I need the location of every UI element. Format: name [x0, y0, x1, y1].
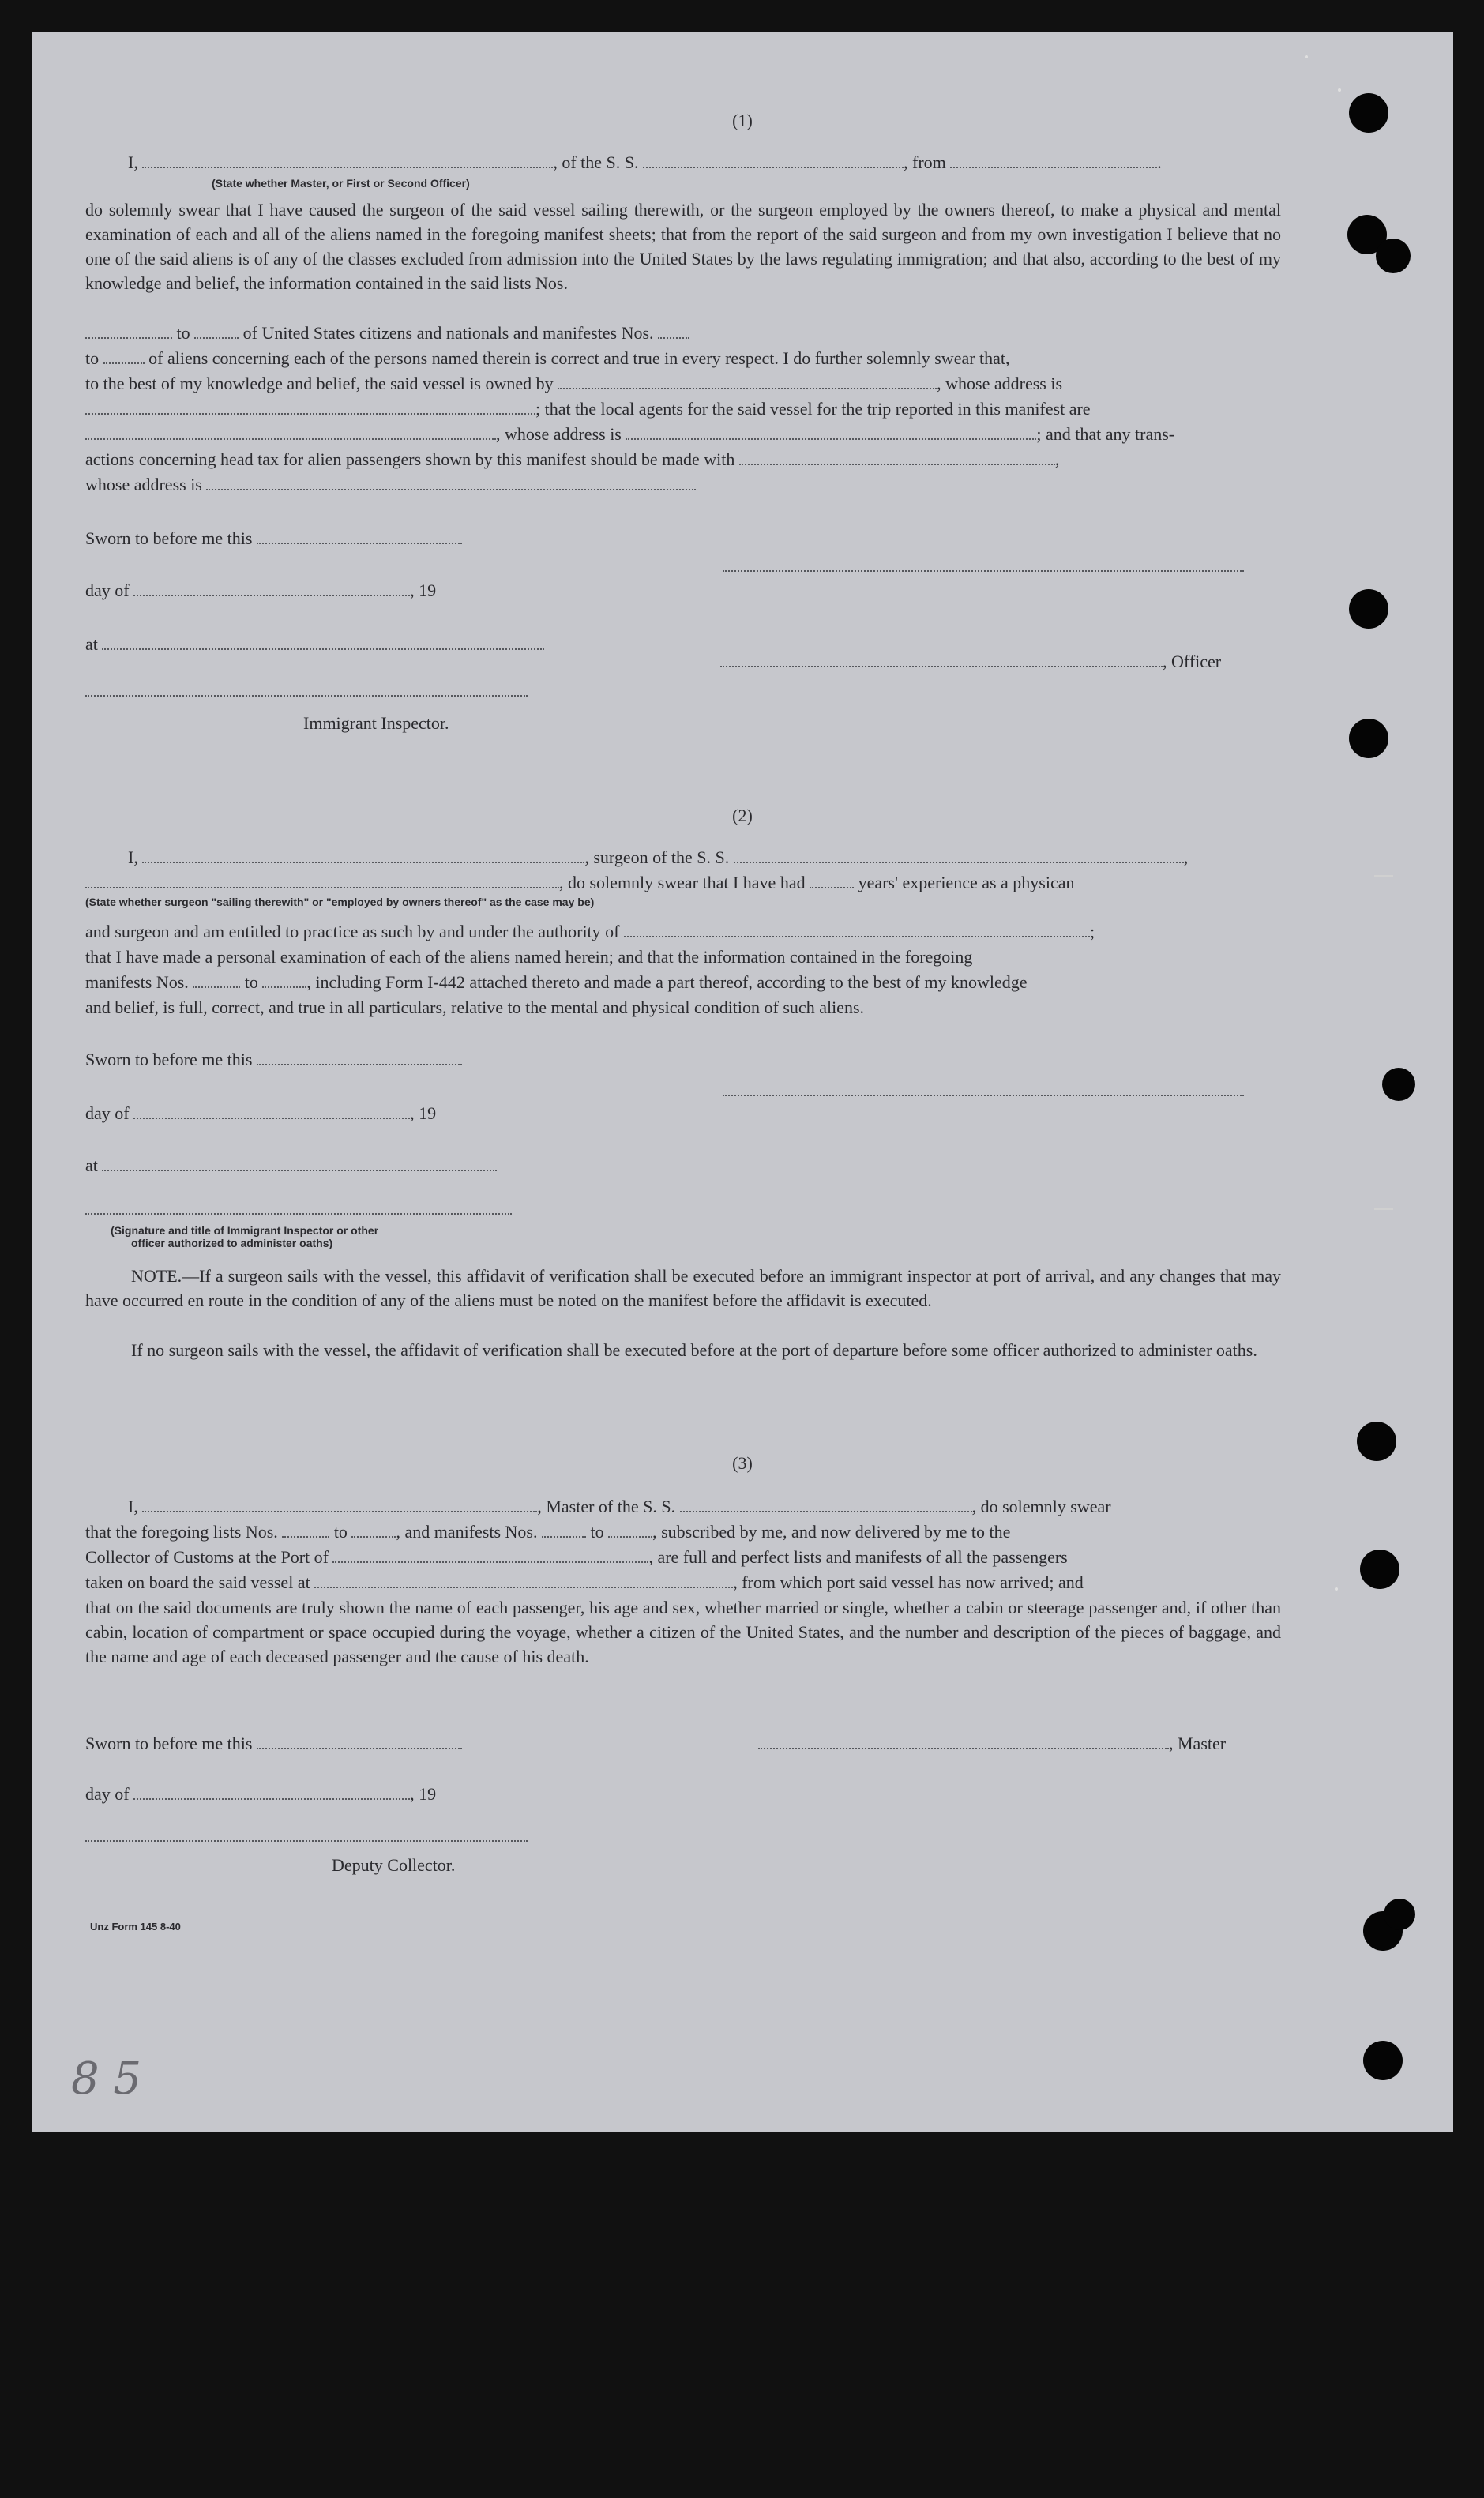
section-2-sworn-field[interactable] [257, 1050, 462, 1065]
section-1-at-field[interactable] [102, 634, 544, 650]
speck [1305, 55, 1308, 58]
master-signature-field[interactable] [758, 1734, 1169, 1749]
section-2-line-1: I, , surgeon of the S. S. , [128, 847, 1189, 867]
local-agents-field[interactable] [85, 424, 496, 440]
section-3-manifests-to[interactable] [608, 1522, 652, 1538]
collector-port-field[interactable] [332, 1547, 648, 1563]
section-1-line-aliens: to of aliens concerning each of the persons named therein is correct and true in every respect. I do further solemnly swear that, [85, 348, 1010, 368]
punch-hole-icon [1360, 1550, 1399, 1589]
section-1-day: day of , 19 [85, 580, 437, 600]
boarding-port-field[interactable] [314, 1572, 733, 1588]
section-3-sworn-field[interactable] [257, 1734, 462, 1749]
section-2-line-2: , do solemnly swear that I have had years' experience as a physican [85, 870, 1075, 896]
speck [1338, 88, 1341, 92]
surgeon-type-field[interactable] [85, 873, 559, 888]
punch-hole-icon [1376, 239, 1411, 273]
section-1-line-1: I, , of the S. S. , from . [128, 152, 1162, 172]
section-3-line-1: I, , Master of the S. S. , do solemnly swear [128, 1497, 1111, 1516]
edge-mark [1374, 875, 1393, 877]
manifest-verification-form [32, 32, 1453, 2132]
owner-address-field[interactable] [85, 399, 535, 415]
section-3-master: , Master [758, 1731, 1226, 1756]
authority-field[interactable] [624, 922, 1090, 937]
form-number: Unz Form 145 8-40 [90, 1921, 181, 1933]
section-1-line-agents: ; that the local agents for the said vessel for the trip reported in this manifest are [85, 396, 1091, 422]
years-experience-field[interactable] [810, 873, 854, 888]
section-3-sworn: Sworn to before me this [85, 1731, 462, 1756]
section-1-line-agent-address: , whose address is ; and that any trans- [85, 422, 1174, 447]
section-2-sworn: Sworn to before me this [85, 1047, 462, 1072]
punch-hole-icon [1349, 93, 1388, 133]
officer-name-field[interactable] [142, 152, 553, 168]
punch-hole-icon [1357, 1422, 1396, 1461]
section-2-at-field[interactable] [102, 1155, 497, 1171]
section-3-day: day of , 19 [85, 1784, 437, 1804]
section-1-line-owned: to the best of my knowledge and belief, the said vessel is owned by , whose address is [85, 374, 1063, 393]
section-2-day: day of , 19 [85, 1103, 437, 1123]
section-1-officer: , Officer [720, 649, 1221, 674]
section-1-inspector-line[interactable] [85, 695, 528, 697]
section-3-vessel-field[interactable] [680, 1497, 972, 1512]
lists-from-field[interactable] [85, 323, 172, 339]
section-3-collector-line[interactable] [85, 1840, 528, 1842]
punch-hole-icon [1382, 1068, 1415, 1101]
section-2-signature-line[interactable] [723, 1095, 1244, 1096]
manifests-from-field[interactable] [658, 323, 689, 339]
owner-field[interactable] [558, 374, 937, 389]
section-2-manifests-from[interactable] [193, 972, 240, 988]
section-1-sworn-field[interactable] [257, 528, 462, 544]
section-2-body-2: and belief, is full, correct, and true in all particulars, relative to the mental and physical condition of such aliens. [85, 997, 865, 1017]
vessel-name-field[interactable] [643, 152, 904, 168]
section-2-line-authority: and surgeon and am entitled to practice as such by and under the authority of ; [85, 922, 1095, 941]
surgeon-name-field[interactable] [142, 847, 584, 863]
head-tax-party-field[interactable] [739, 449, 1055, 465]
pencil-annotation: 8 5 [71, 2053, 142, 2105]
punch-hole-icon [1349, 589, 1388, 629]
punch-hole-icon [1349, 719, 1388, 758]
section-3-line-2: that the foregoing lists Nos. to , and manifests Nos. to , subscribed by me, and now delivered by me to the [85, 1522, 1011, 1542]
edge-mark [1374, 1208, 1393, 1210]
from-port-field[interactable] [950, 152, 1157, 168]
section-1-number: (1) [732, 111, 753, 130]
section-2-day-field[interactable] [133, 1103, 410, 1119]
section-3-body: that on the said documents are truly shown the name of each passenger, his age and sex, whether married or single, whether a cabin or steerage passenger and, if other than cabin, location of compartment or space occupied during the voyage, whether a citizen of the United States, and the number and description of the pieces of baggage, and the name and age of each deceased passenger and the cause of his death. [85, 1598, 1281, 1666]
officer-rank-note: (State whether Master, or First or Second Officer) [212, 177, 470, 190]
section-2-manifests-to[interactable] [262, 972, 306, 988]
section-1-signature-line[interactable] [723, 570, 1244, 572]
section-2-body-1: that I have made a personal examination of each of the aliens named herein; and that the information contained in the foregoing [85, 947, 973, 967]
agents-address-field[interactable] [626, 424, 1036, 440]
section-1-day-field[interactable] [133, 580, 410, 596]
master-name-field[interactable] [142, 1497, 537, 1512]
section-3-line-3: Collector of Customs at the Port of , are full and perfect lists and manifests of all the passengers [85, 1547, 1068, 1567]
manifests-to-field[interactable] [103, 348, 145, 364]
speck [1335, 1587, 1338, 1591]
punch-hole-icon [1363, 2041, 1403, 2080]
lists-to-field[interactable] [194, 323, 239, 339]
section-3-number: (3) [732, 1453, 753, 1473]
section-1-body: do solemnly swear that I have caused the surgeon of the said vessel sailing therewith, or the surgeon employed by the owners thereof, to make a physical and mental examination of each and all of the aliens named in the foregoing manifest sheets; that from the report of the said surgeon and from my own investigation I believe that no one of the said aliens is of any of the classes excluded from admission into the United States by the laws regulating immigration; and that also, according to the best of my knowledge and belief, the information contained in the said lists Nos. [85, 200, 1281, 293]
section-2-vessel-field[interactable] [734, 847, 1184, 863]
section-3-lists-from[interactable] [282, 1522, 329, 1538]
officer-signature-field[interactable] [720, 652, 1163, 667]
surgeon-type-note: (State whether surgeon "sailing therewith" or "employed by owners thereof" as the case may be) [85, 896, 595, 908]
note-paragraph-1: NOTE.—If a surgeon sails with the vessel, this affidavit of verification shall be executed before an immigrant inspector at port of arrival, and any changes that may have occurred en route in the condition of any of the aliens must be noted on the manifest before the affidavit is executed. [85, 1266, 1281, 1310]
deputy-collector: Deputy Collector. [332, 1855, 456, 1875]
section-3-lists-to[interactable] [351, 1522, 396, 1538]
section-3-line-4: taken on board the said vessel at , from which port said vessel has now arrived; and [85, 1572, 1084, 1592]
section-1-at: at [85, 632, 544, 657]
section-2-inspector-line[interactable] [85, 1213, 512, 1215]
section-2-line-manifests: manifests Nos. to , including Form I-442 attached thereto and made a part thereof, according to the best of my knowledge [85, 972, 1028, 992]
section-2-number: (2) [732, 806, 753, 825]
note-paragraph-2: If no surgeon sails with the vessel, the affidavit of verification shall be executed before at the port of departure before some officer authorized to administer oaths. [131, 1340, 1257, 1360]
section-3-day-field[interactable] [133, 1784, 410, 1800]
punch-hole-icon [1384, 1899, 1415, 1930]
section-3-manifests-from[interactable] [542, 1522, 586, 1538]
section-1-sworn: Sworn to before me this [85, 526, 462, 551]
section-2-sig-note-1: (Signature and title of Immigrant Inspector or other [111, 1224, 379, 1237]
section-2-sig-note-2: officer authorized to administer oaths) [131, 1237, 333, 1249]
head-tax-address-field[interactable] [206, 475, 696, 490]
section-1-line-address: whose address is [85, 472, 696, 498]
section-1-inspector: Immigrant Inspector. [303, 713, 449, 733]
section-2-at: at [85, 1153, 497, 1178]
section-1-line-head-tax: actions concerning head tax for alien passengers shown by this manifest should be made with , [85, 449, 1060, 469]
section-1-line-lists: to of United States citizens and nationals and manifestes Nos. [85, 321, 689, 346]
